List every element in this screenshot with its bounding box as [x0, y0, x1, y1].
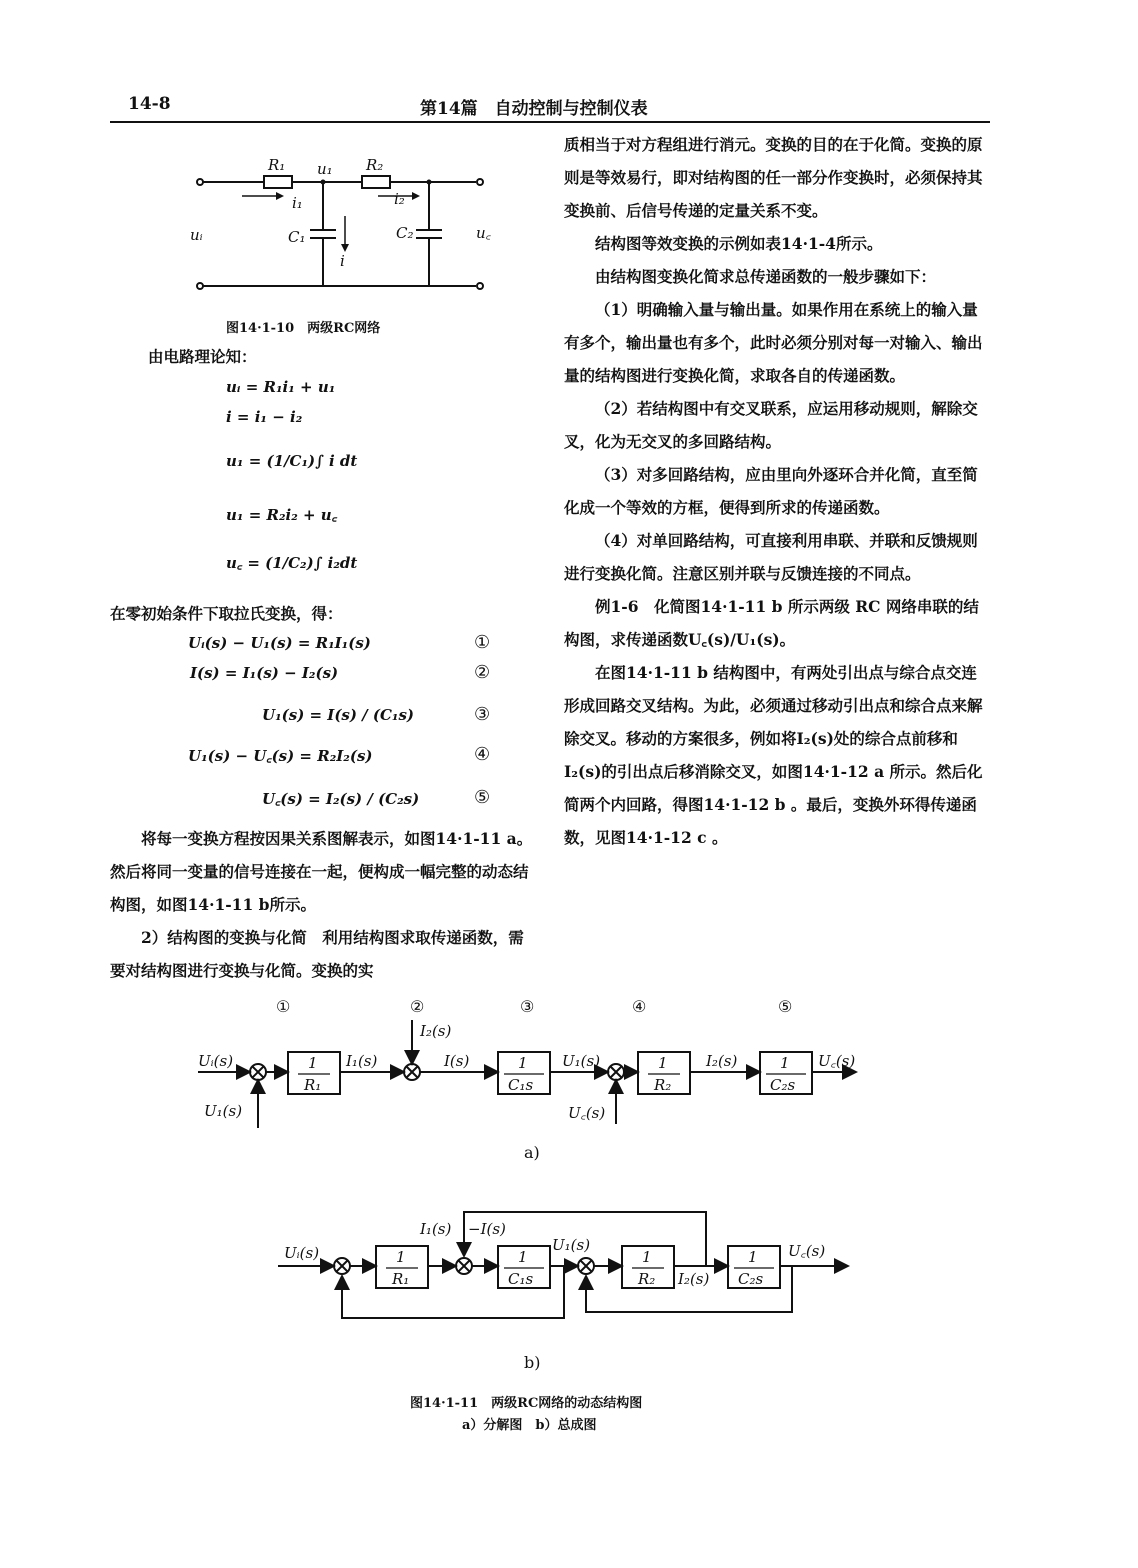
equation-2: i = i₁ − i₂ [226, 408, 303, 426]
label-i1: i₁ [292, 194, 303, 212]
block-a2-num: 1 [518, 1054, 528, 1072]
right-body-text [564, 128, 988, 854]
signal-b-Uc: U꜀(s) [788, 1242, 826, 1260]
block-b3-num: 1 [642, 1248, 652, 1266]
figure-subcaption-11: a）分解图 b）总成图 [462, 1418, 597, 1433]
page-number: 14-8 [128, 94, 171, 114]
block-b4-num: 1 [748, 1248, 758, 1266]
block-a4-num: 1 [780, 1054, 790, 1072]
label-i: i [340, 252, 345, 270]
circle-num-3: ③ [520, 997, 535, 1016]
header-rule [110, 121, 990, 123]
step-4: （4）对单回路结构，可直接利用串联、并联和反馈规则进行变换化简。注意区别并联与反馈连接的不同点。 [564, 531, 978, 583]
step-3: （3）对多回路结构，应由里向外逐环合并化简，直至简化成一个等效的方框，便得到所求的传递函数。 [564, 465, 978, 517]
equation-1: uᵢ = R₁i₁ + u₁ [226, 378, 336, 396]
label-C2: C₂ [396, 224, 414, 242]
block-b4-den: C₂s [738, 1270, 764, 1288]
label-R1: R₁ [268, 156, 286, 174]
signal-b-U1: U₁(s) [552, 1236, 591, 1254]
laplace-eq-1: Uᵢ(s) − U₁(s) = R₁I₁(s) [188, 634, 371, 652]
block-a1-num: 1 [308, 1054, 318, 1072]
figure-caption-11: 图14·1-11 两级RC网络的动态结构图 [410, 1396, 643, 1411]
block-b2-den: C₁s [508, 1270, 534, 1288]
sub-label-a: a) [524, 1143, 540, 1162]
eq-number-5: ⑤ [474, 787, 491, 808]
left-body-text [110, 822, 538, 987]
label-C1: C₁ [288, 228, 306, 246]
laplace-eq-2: I(s) = I₁(s) − I₂(s) [190, 664, 339, 682]
block-a2-den: C₁s [508, 1076, 534, 1094]
right-paragraph-4: 在图14·1-11 b 结构图中，有两处引出点与综合点交连形成回路交叉结构。为此，必须通过移动引出点和综合点来解除交叉。移动的方案很多，例如将I₂(s)处的综合点前移和I₂(s)的引出点后移消除交叉，如图14·1-12 a 所示。然后化简两个内回路，得图14·1-12 b 。最后，变换外环得传递函数，见图14·1-12 c 。 [564, 663, 983, 847]
circle-num-5: ⑤ [778, 997, 793, 1016]
eq-number-3: ③ [474, 704, 491, 725]
label-ui: uᵢ [190, 226, 203, 244]
block-a4-den: C₂s [770, 1076, 796, 1094]
block-b2-num: 1 [518, 1248, 528, 1266]
laplace-eq-5: U꜀(s) = I₂(s) / (C₂s) [262, 790, 420, 808]
block-a3-den: R₂ [654, 1076, 672, 1094]
signal-a-Ui: Uᵢ(s) [198, 1052, 234, 1070]
left-paragraph-2: 2）结构图的变换与化简 利用结构图求取传递函数，需要对结构图进行变换与化简。变换的实 [110, 928, 524, 980]
section-title: 第14篇 自动控制与控制仪表 [420, 99, 648, 119]
right-paragraph-1: 质相当于对方程组进行消元。变换的目的在于化简。变换的原则是等效易行，即对结构图的任一部分作变换时，必须保持其变换前、后信号传递的定量关系不变。 [564, 135, 983, 220]
signal-a-Uc-feedback: U꜀(s) [568, 1104, 606, 1122]
equation-4: u₁ = R₂i₂ + u꜀ [226, 506, 337, 524]
signal-b-I1: I₁(s) [420, 1220, 452, 1238]
example-1-6: 例1-6 化简图14·1-11 b 所示两级 RC 网络串联的结构图，求传递函数U꜀(s)/U₁(s)。 [564, 597, 979, 649]
signal-a-I2-top: I₂(s) [420, 1022, 452, 1040]
step-1: （1）明确输入量与输出量。如果作用在系统上的输入量有多个，输出量也有多个，此时必须分别对每一对输入、输出量的结构图进行变换化简，求取各自的传递函数。 [564, 300, 983, 385]
block-b3-den: R₂ [638, 1270, 656, 1288]
left-paragraph-1: 将每一变换方程按因果关系图解表示，如图14·1-11 a。然后将同一变量的信号连接在一起，便构成一幅完整的动态结构图，如图14·1-11 b所示。 [110, 829, 533, 914]
signal-b-Ui: Uᵢ(s) [284, 1244, 320, 1262]
right-paragraph-2: 结构图等效变换的示例如表14·1-4所示。 [595, 234, 883, 253]
equation-3: u₁ = (1/C₁)∫ i dt [226, 452, 358, 470]
equation-5: u꜀ = (1/C₂)∫ i₂dt [226, 554, 358, 572]
block-a3-num: 1 [658, 1054, 668, 1072]
sub-label-b: b) [524, 1353, 541, 1372]
circle-num-4: ④ [632, 997, 647, 1016]
block-b1-num: 1 [396, 1248, 406, 1266]
signal-a-Uc: U꜀(s) [818, 1052, 856, 1070]
circuit-intro: 由电路理论知： [148, 347, 257, 366]
label-uc: u꜀ [476, 224, 491, 242]
block-b1-den: R₁ [392, 1270, 410, 1288]
block-a1-den: R₁ [304, 1076, 322, 1094]
signal-a-U1: U₁(s) [562, 1052, 601, 1070]
circuit-diagram [180, 150, 510, 300]
label-u1: u₁ [317, 160, 333, 178]
signal-a-I: I(s) [444, 1052, 470, 1070]
signal-a-I1: I₁(s) [346, 1052, 378, 1070]
laplace-eq-3: U₁(s) = I(s) / (C₁s) [262, 706, 415, 724]
circle-num-2: ② [410, 997, 425, 1016]
signal-a-U1-feedback: U₁(s) [204, 1102, 243, 1120]
signal-b-I2: I₂(s) [678, 1270, 710, 1288]
label-R2: R₂ [366, 156, 384, 174]
eq-number-4: ④ [474, 744, 491, 765]
figure-caption-10: 图14·1-10 两级RC网络 [226, 321, 381, 336]
laplace-eq-4: U₁(s) − U꜀(s) = R₂I₂(s) [188, 747, 373, 765]
label-i2: i₂ [394, 190, 405, 208]
block-diagram-figure [180, 990, 900, 1450]
circle-num-1: ① [276, 997, 291, 1016]
laplace-intro: 在零初始条件下取拉氏变换，得： [110, 604, 343, 623]
signal-a-I2: I₂(s) [706, 1052, 738, 1070]
step-2: （2）若结构图中有交叉联系，应运用移动规则，解除交叉，化为无交叉的多回路结构。 [564, 399, 978, 451]
eq-number-1: ① [474, 632, 491, 653]
signal-b-I: −I(s) [468, 1220, 506, 1238]
eq-number-2: ② [474, 662, 491, 683]
right-paragraph-3: 由结构图变换化简求总传递函数的一般步骤如下： [595, 267, 937, 286]
